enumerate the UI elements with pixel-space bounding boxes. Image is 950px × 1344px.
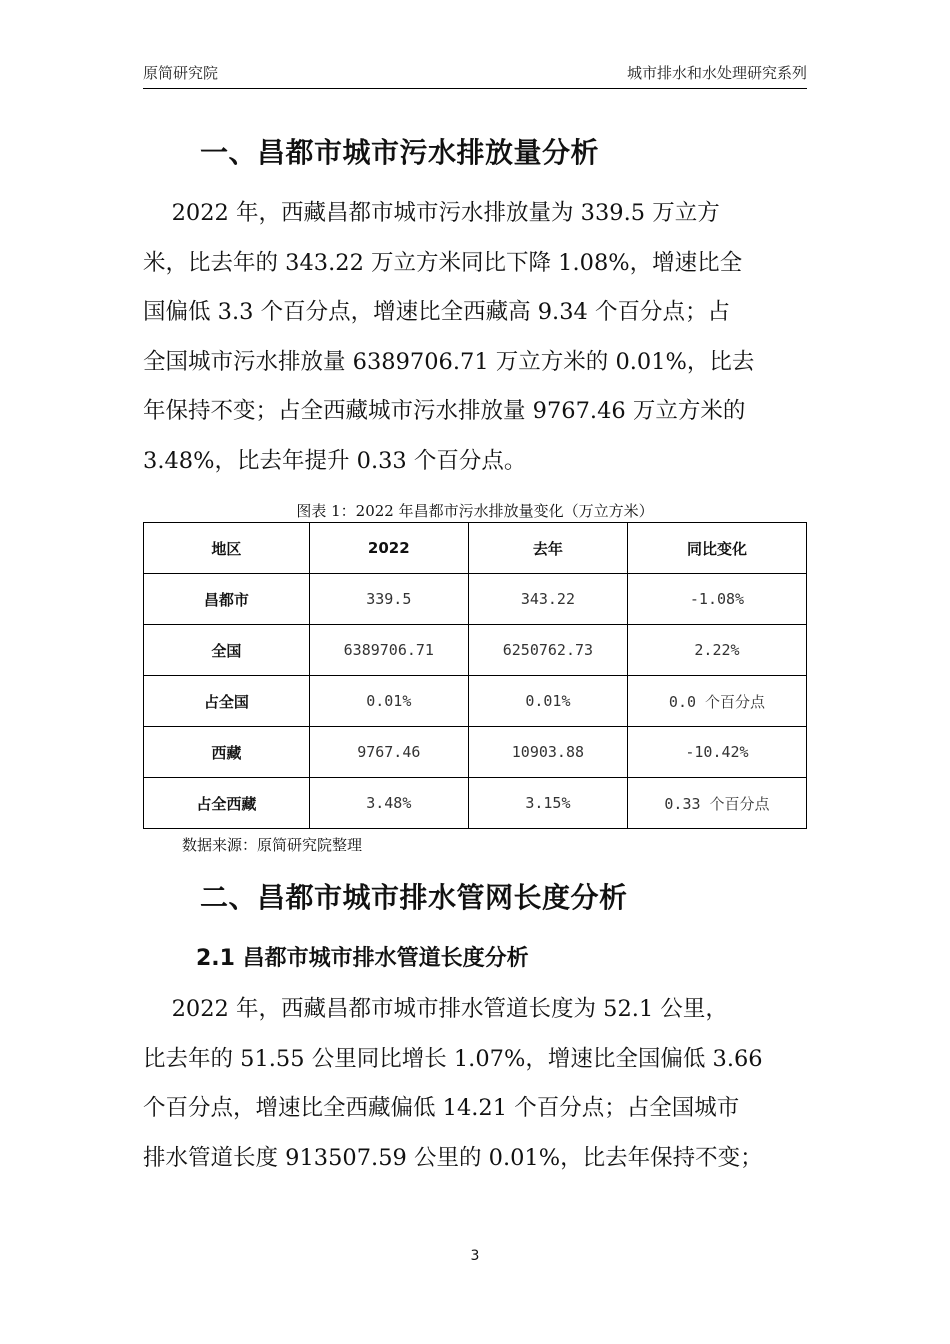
table-row xyxy=(144,574,807,625)
table-row xyxy=(144,676,807,727)
paragraph-line: 国偏低 3.3 个百分点，增速比全西藏高 9.34 个百分点；占 xyxy=(143,299,730,325)
table-cell: 6250762.73 xyxy=(468,625,627,676)
row-label: 占全国 xyxy=(144,676,310,727)
row-label: 全国 xyxy=(144,625,310,676)
paragraph-line: 全国城市污水排放量 6389706.71 万立方米的 0.01%，比去 xyxy=(143,348,755,375)
table-cell: 0.01% xyxy=(309,676,468,727)
section1-title: 一、昌都市城市污水排放量分析 xyxy=(200,136,600,169)
table-row xyxy=(144,727,807,778)
table-header-row xyxy=(144,523,807,574)
table-row xyxy=(144,625,807,676)
table-cell: 0.33 个百分点 xyxy=(627,778,806,829)
column-header: 2022 xyxy=(309,523,468,574)
row-label: 占全西藏 xyxy=(144,778,310,829)
table-cell: 10903.88 xyxy=(468,727,627,778)
column-header: 同比变化 xyxy=(627,523,806,574)
table-cell: 3.48% xyxy=(309,778,468,829)
table-cell: 0.0 个百分点 xyxy=(627,676,806,727)
section2-subtitle: 2.1 昌都市城市排水管道长度分析 xyxy=(196,946,529,971)
paragraph-line: 米，比去年的 343.22 万立方米同比下降 1.08%，增速比全 xyxy=(143,249,743,276)
column-header: 去年 xyxy=(468,523,627,574)
table-cell: -1.08% xyxy=(627,574,806,625)
table-cell: 343.22 xyxy=(468,574,627,625)
paragraph-line: 3.48%，比去年提升 0.33 个百分点。 xyxy=(143,447,527,474)
table-cell: 2.22% xyxy=(627,625,806,676)
section1-paragraph xyxy=(143,189,807,486)
table-source-note: 数据来源：原简研究院整理 xyxy=(182,836,363,854)
table-row xyxy=(144,778,807,829)
table-cell: 0.01% xyxy=(468,676,627,727)
paragraph-line: 个百分点，增速比全西藏偏低 14.21 个百分点；占全国城市 xyxy=(143,1095,740,1121)
data-table xyxy=(143,522,807,829)
paragraph-line: 年保持不变；占全西藏城市污水排放量 9767.46 万立方米的 xyxy=(143,398,746,424)
row-label: 西藏 xyxy=(144,727,310,778)
header-left-text: 原简研究院 xyxy=(143,64,219,82)
table-cell: 9767.46 xyxy=(309,727,468,778)
paragraph-line: 2022 年，西藏昌都市城市排水管道长度为 52.1 公里， xyxy=(143,996,728,1022)
table-cell: -10.42% xyxy=(627,727,806,778)
page-number: 3 xyxy=(470,1248,480,1264)
table-cell: 339.5 xyxy=(309,574,468,625)
section2-paragraph xyxy=(143,985,807,1183)
paragraph-line: 2022 年，西藏昌都市城市污水排放量为 339.5 万立方 xyxy=(143,200,720,226)
paragraph-line: 比去年的 51.55 公里同比增长 1.07%，增速比全国偏低 3.66 xyxy=(143,1045,763,1072)
header-right-text: 城市排水和水处理研究系列 xyxy=(626,64,807,82)
table-caption: 图表 1：2022 年昌都市污水排放量变化（万立方米） xyxy=(296,502,654,520)
table-cell: 6389706.71 xyxy=(309,625,468,676)
table-cell: 3.15% xyxy=(468,778,627,829)
header-divider xyxy=(143,88,807,89)
column-header: 地区 xyxy=(144,523,310,574)
paragraph-line: 排水管道长度 913507.59 公里的 0.01%，比去年保持不变； xyxy=(143,1144,763,1171)
section2-title: 二、昌都市城市排水管网长度分析 xyxy=(200,881,628,914)
row-label: 昌都市 xyxy=(144,574,310,625)
